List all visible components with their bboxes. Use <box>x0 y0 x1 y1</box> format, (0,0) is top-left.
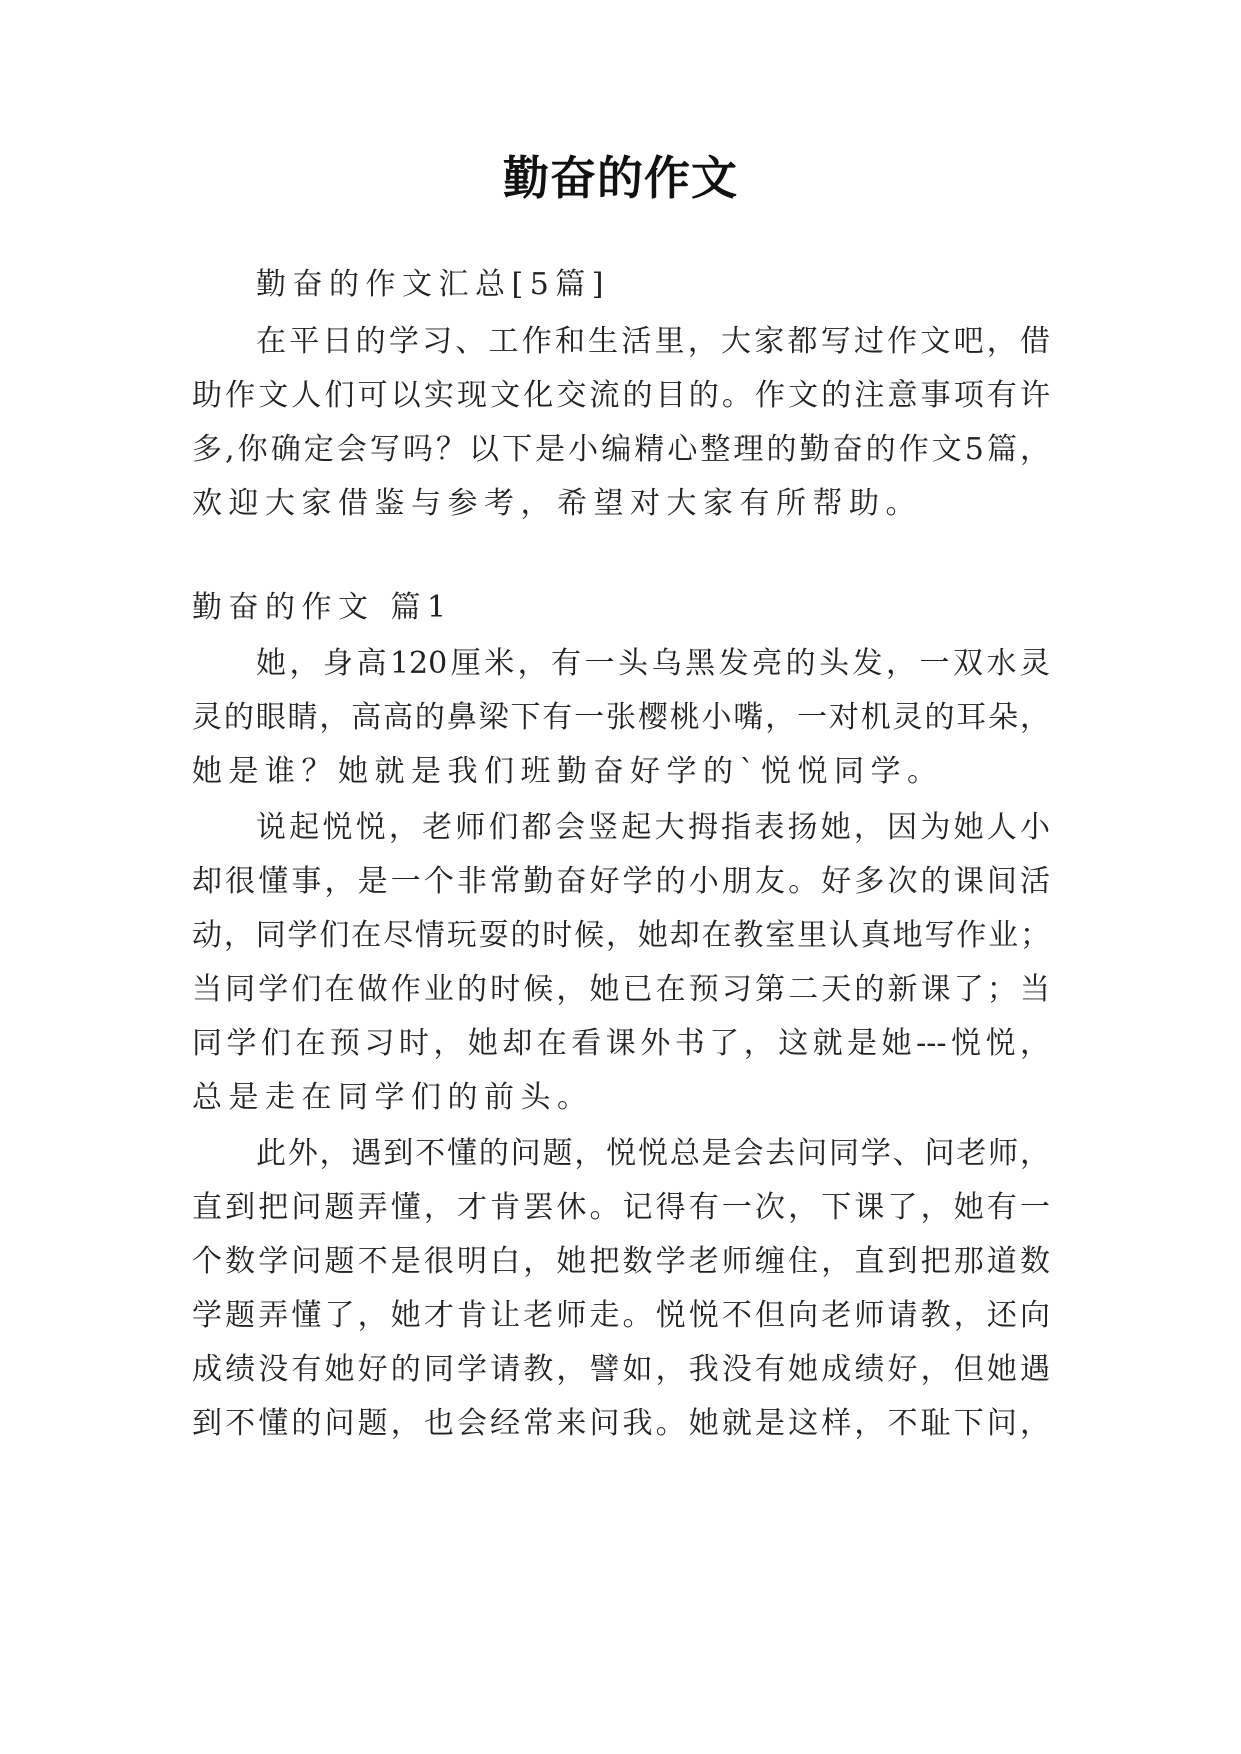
text-line: 总是走在同学们的前头。 <box>192 1080 594 1115</box>
document-title: 勤奋的作文 <box>503 151 738 205</box>
text-line: 当同学们在做作业的时候，她已在预习第二天的新课了；当 <box>192 972 1050 1007</box>
text-line: 在平日的学习、工作和生活里，大家都写过作文吧，借 <box>256 324 1050 359</box>
text-line: 却很懂事，是一个非常勤奋好学的小朋友。好多次的课间活 <box>192 864 1050 899</box>
text-line: 直到把问题弄懂，才肯罢休。记得有一次，下课了，她有一 <box>192 1190 1050 1225</box>
text-line: 灵的眼睛，高高的鼻梁下有一张樱桃小嘴，一对机灵的耳朵， <box>192 700 1050 735</box>
text-line: 她是谁？她就是我们班勤奋好学的`悦悦同学。 <box>192 754 944 789</box>
text-line: 同学们在预习时，她却在看课外书了，这就是她---悦悦， <box>192 1026 1050 1061</box>
text-line: 此外，遇到不懂的问题，悦悦总是会去问同学、问老师， <box>256 1136 1050 1171</box>
text-line: 她，身高120厘米，有一头乌黑发亮的头发，一双水灵 <box>256 646 1050 681</box>
text-line: 说起悦悦，老师们都会竖起大拇指表扬她，因为她人小 <box>256 810 1050 845</box>
text-line: 欢迎大家借鉴与参考，希望对大家有所帮助。 <box>192 486 922 521</box>
text-line: 多,你确定会写吗？以下是小编精心整理的勤奋的作文5篇， <box>192 432 1050 467</box>
subtitle-line: 勤奋的作文汇总[5篇] <box>256 267 610 302</box>
section-heading: 勤奋的作文 篇1 <box>192 590 453 625</box>
text-line: 个数学问题不是很明白，她把数学老师缠住，直到把那道数 <box>192 1244 1050 1279</box>
text-line: 助作文人们可以实现文化交流的目的。作文的注意事项有许 <box>192 378 1050 413</box>
text-line: 到不懂的问题，也会经常来问我。她就是这样，不耻下问， <box>192 1406 1050 1441</box>
text-line: 学题弄懂了，她才肯让老师走。悦悦不但向老师请教，还向 <box>192 1298 1050 1333</box>
text-line: 动，同学们在尽情玩耍的时候，她却在教室里认真地写作业； <box>192 918 1050 953</box>
text-line: 成绩没有她好的同学请教，譬如，我没有她成绩好，但她遇 <box>192 1352 1050 1387</box>
